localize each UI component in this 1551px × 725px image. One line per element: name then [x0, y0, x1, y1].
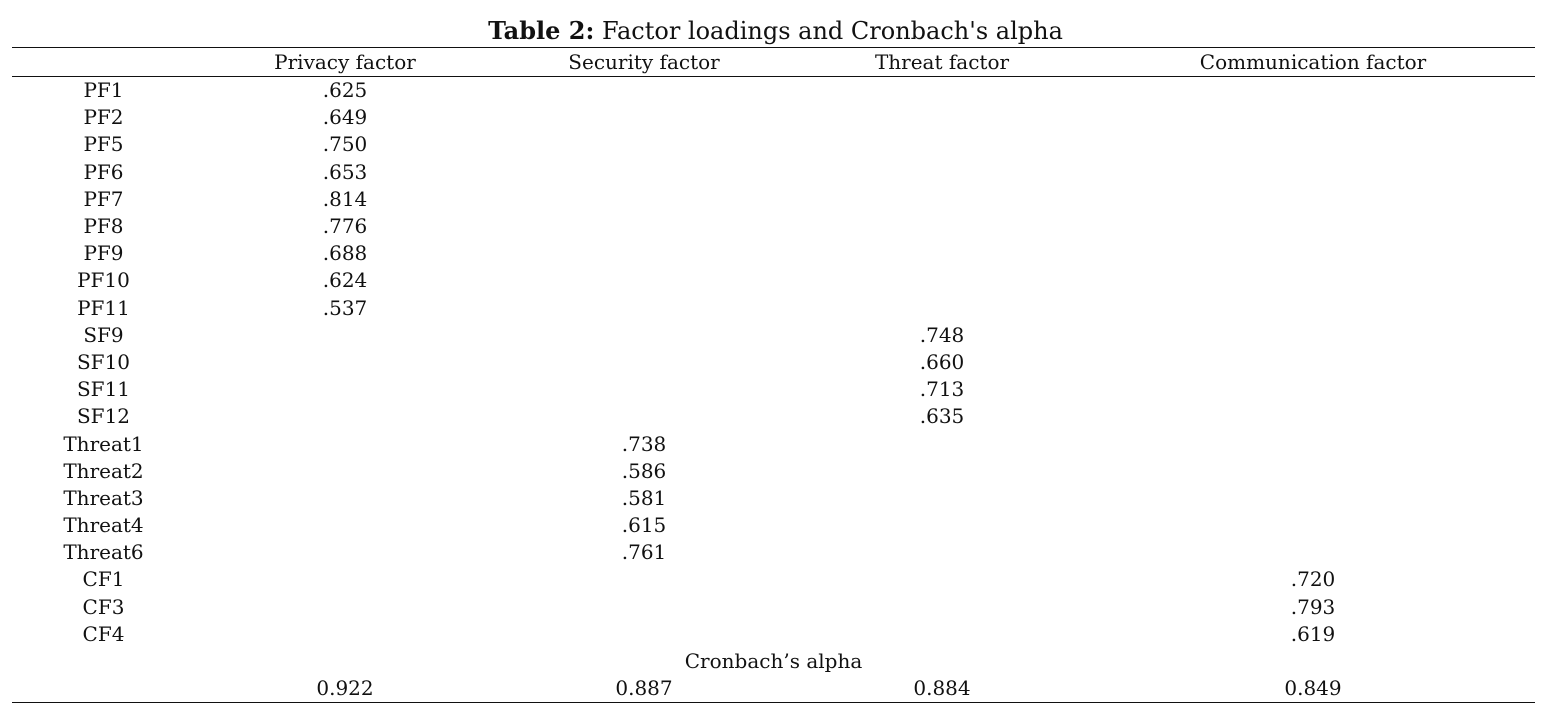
- table-header-row: [12, 48, 1535, 77]
- loading-cell-privacy-factor: [195, 512, 495, 539]
- alpha-label-row: [12, 648, 1535, 675]
- item-label: SF11: [76, 377, 131, 402]
- loading-cell-threat-factor: [793, 159, 1091, 186]
- loading-cell-communication-factor: [1091, 267, 1535, 294]
- loading-cell-security-factor: .581: [621, 485, 667, 510]
- loading-cell-threat-factor: .660: [919, 349, 965, 374]
- loading-cell-privacy-factor: [195, 430, 495, 457]
- item-label: PF2: [83, 105, 124, 130]
- loading-cell-privacy-factor: [195, 594, 495, 621]
- alpha-value-item-cell: [12, 675, 195, 703]
- table-row: [12, 322, 1535, 349]
- table-row: [12, 485, 1535, 512]
- item-label: PF5: [83, 132, 124, 157]
- item-label: CF1: [82, 567, 125, 592]
- loading-cell-privacy-factor: .688: [322, 241, 368, 266]
- loading-cell-communication-factor: [1091, 512, 1535, 539]
- alpha-value-threat-factor: 0.884: [793, 675, 1091, 703]
- alpha-value-row: [12, 675, 1535, 703]
- loading-cell-communication-factor: [1091, 131, 1535, 158]
- loading-cell-communication-factor: [1091, 322, 1535, 349]
- item-label: PF9: [83, 241, 124, 266]
- factor-loadings-table: [12, 47, 1535, 703]
- loading-cell-privacy-factor: .814: [322, 186, 368, 211]
- table-row: [12, 566, 1535, 593]
- alpha-label: Cronbach’s alpha: [684, 649, 863, 674]
- loading-cell-communication-factor: [1091, 186, 1535, 213]
- table-row: [12, 213, 1535, 240]
- loading-cell-security-factor: [495, 240, 793, 267]
- loading-cell-privacy-factor: .649: [322, 105, 368, 130]
- loading-cell-security-factor: .586: [621, 458, 667, 483]
- loading-cell-security-factor: [495, 213, 793, 240]
- table-caption-label: Table 2:: [488, 16, 595, 45]
- alpha-value-security-factor: 0.887: [495, 675, 793, 703]
- loading-cell-security-factor: .738: [621, 431, 667, 456]
- loading-cell-threat-factor: [793, 213, 1091, 240]
- loading-cell-privacy-factor: [195, 566, 495, 593]
- loading-cell-threat-factor: .748: [919, 322, 965, 347]
- loading-cell-security-factor: [495, 566, 793, 593]
- alpha-value-privacy-factor: 0.922: [195, 675, 495, 703]
- table-row: [12, 594, 1535, 621]
- loading-cell-threat-factor: [793, 594, 1091, 621]
- loading-cell-privacy-factor: [195, 403, 495, 430]
- table-row: [12, 539, 1535, 566]
- loading-cell-security-factor: [495, 403, 793, 430]
- loading-cell-communication-factor: [1091, 349, 1535, 376]
- item-label: Threat6: [63, 540, 144, 565]
- loading-cell-communication-factor: [1091, 213, 1535, 240]
- loading-cell-security-factor: [495, 295, 793, 322]
- table-row: [12, 104, 1535, 131]
- table-row: [12, 376, 1535, 403]
- loading-cell-privacy-factor: [195, 349, 495, 376]
- column-header-threat-factor: Threat factor: [793, 48, 1091, 77]
- loading-cell-communication-factor: [1091, 485, 1535, 512]
- item-label: Threat3: [63, 485, 144, 510]
- loading-cell-threat-factor: [793, 240, 1091, 267]
- table-row: [12, 131, 1535, 158]
- loading-cell-security-factor: [495, 131, 793, 158]
- item-label: SF9: [83, 322, 124, 347]
- item-label: Threat1: [63, 431, 144, 456]
- loading-cell-security-factor: [495, 594, 793, 621]
- loading-cell-communication-factor: .720: [1290, 567, 1336, 592]
- loading-cell-privacy-factor: [195, 322, 495, 349]
- loading-cell-privacy-factor: .624: [322, 268, 368, 293]
- loading-cell-threat-factor: [793, 267, 1091, 294]
- item-label: SF12: [76, 404, 131, 429]
- item-label: Threat2: [63, 458, 144, 483]
- loading-cell-communication-factor: [1091, 77, 1535, 105]
- loading-cell-privacy-factor: [195, 539, 495, 566]
- loading-cell-privacy-factor: .776: [322, 214, 368, 239]
- item-label: PF8: [83, 214, 124, 239]
- loading-cell-communication-factor: [1091, 104, 1535, 131]
- loading-cell-security-factor: [495, 621, 793, 648]
- table-row: [12, 186, 1535, 213]
- loading-cell-communication-factor: [1091, 240, 1535, 267]
- table-row: [12, 403, 1535, 430]
- item-label: PF1: [83, 78, 124, 103]
- loading-cell-communication-factor: [1091, 539, 1535, 566]
- loading-cell-security-factor: [495, 186, 793, 213]
- loading-cell-threat-factor: [793, 458, 1091, 485]
- table-caption: [0, 14, 1551, 48]
- loading-cell-communication-factor: [1091, 295, 1535, 322]
- item-label: CF4: [82, 621, 125, 646]
- loading-cell-threat-factor: [793, 131, 1091, 158]
- column-header-privacy-factor: Privacy factor: [195, 48, 495, 77]
- loading-cell-threat-factor: [793, 295, 1091, 322]
- loading-cell-communication-factor: [1091, 376, 1535, 403]
- table-row: [12, 77, 1535, 105]
- column-header-item: [12, 48, 195, 77]
- loading-cell-communication-factor: [1091, 430, 1535, 457]
- table-body: [12, 77, 1535, 703]
- loading-cell-security-factor: .615: [621, 513, 667, 538]
- table-row: [12, 430, 1535, 457]
- loading-cell-threat-factor: .635: [919, 404, 965, 429]
- loading-cell-threat-factor: .713: [919, 377, 965, 402]
- loading-cell-privacy-factor: .625: [322, 78, 368, 103]
- item-label: Threat4: [63, 513, 144, 538]
- loading-cell-security-factor: [495, 104, 793, 131]
- loading-cell-privacy-factor: .750: [322, 132, 368, 157]
- loading-cell-communication-factor: .793: [1290, 594, 1336, 619]
- item-label: PF7: [83, 186, 124, 211]
- loading-cell-privacy-factor: [195, 485, 495, 512]
- item-label: PF11: [77, 295, 130, 320]
- loading-cell-privacy-factor: [195, 458, 495, 485]
- loading-cell-threat-factor: [793, 539, 1091, 566]
- loading-cell-privacy-factor: .537: [322, 295, 368, 320]
- table-row: [12, 240, 1535, 267]
- item-label: SF10: [76, 349, 131, 374]
- loading-cell-threat-factor: [793, 512, 1091, 539]
- item-label: PF10: [77, 268, 130, 293]
- loading-cell-threat-factor: [793, 566, 1091, 593]
- loading-cell-security-factor: [495, 159, 793, 186]
- table-row: [12, 458, 1535, 485]
- loading-cell-security-factor: [495, 322, 793, 349]
- loading-cell-communication-factor: [1091, 159, 1535, 186]
- table-row: [12, 295, 1535, 322]
- loading-cell-communication-factor: [1091, 458, 1535, 485]
- table-caption-title: Factor loadings and Cronbach's alpha: [601, 17, 1063, 45]
- column-header-security-factor: Security factor: [495, 48, 793, 77]
- table-row: [12, 621, 1535, 648]
- loading-cell-communication-factor: .619: [1290, 621, 1336, 646]
- loading-cell-security-factor: [495, 349, 793, 376]
- loading-cell-communication-factor: [1091, 403, 1535, 430]
- loading-cell-threat-factor: [793, 186, 1091, 213]
- table-row: [12, 349, 1535, 376]
- loading-cell-threat-factor: [793, 485, 1091, 512]
- table-row: [12, 512, 1535, 539]
- item-label: CF3: [82, 594, 125, 619]
- loading-cell-threat-factor: [793, 77, 1091, 105]
- loading-cell-threat-factor: [793, 621, 1091, 648]
- column-header-communication-factor: Communication factor: [1091, 48, 1535, 77]
- alpha-value-communication-factor: 0.849: [1091, 675, 1535, 703]
- table-row: [12, 267, 1535, 294]
- loading-cell-threat-factor: [793, 104, 1091, 131]
- loading-cell-security-factor: [495, 376, 793, 403]
- loading-cell-security-factor: [495, 267, 793, 294]
- loading-cell-privacy-factor: [195, 621, 495, 648]
- loading-cell-security-factor: [495, 77, 793, 105]
- loading-cell-threat-factor: [793, 430, 1091, 457]
- loading-cell-privacy-factor: .653: [322, 159, 368, 184]
- item-label: PF6: [83, 159, 124, 184]
- loading-cell-privacy-factor: [195, 376, 495, 403]
- loading-cell-security-factor: .761: [621, 540, 667, 565]
- table-row: [12, 159, 1535, 186]
